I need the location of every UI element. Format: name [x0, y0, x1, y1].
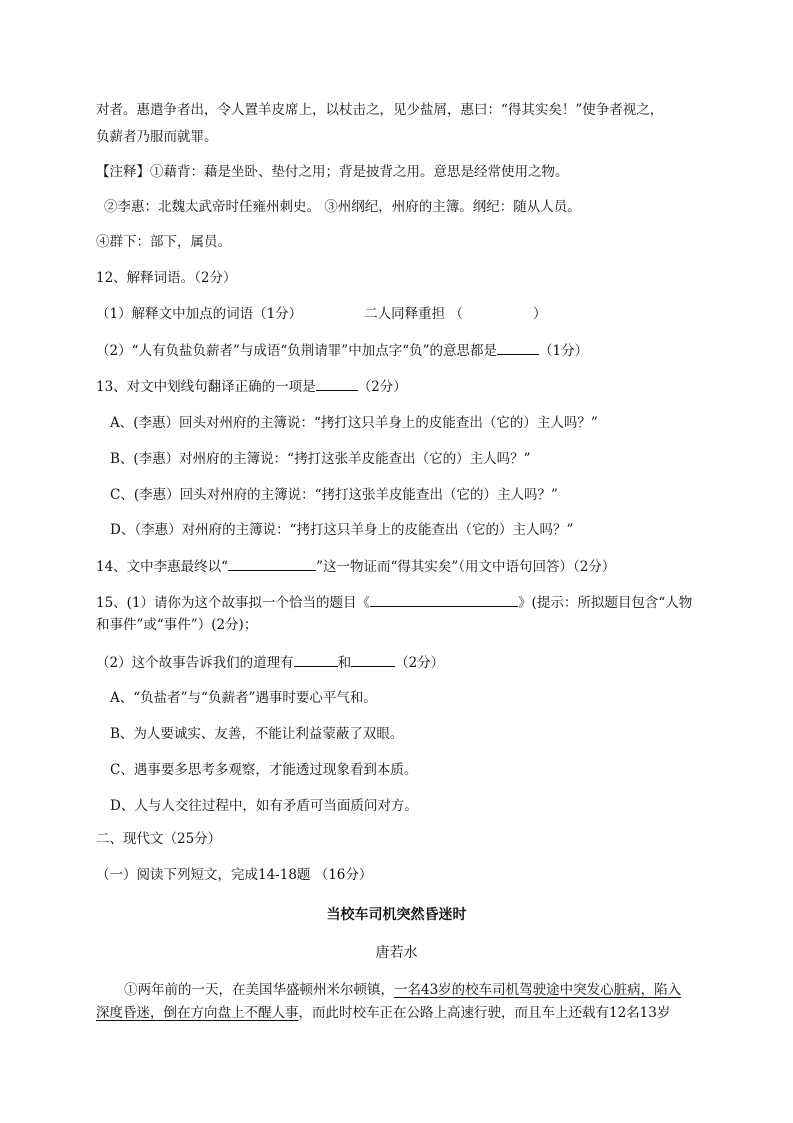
answer-blank[interactable]: [351, 653, 395, 667]
option-a: A、(李惠）回头对州府的主簿说：“拷打这只羊身上的皮能查出（它的）主人吗？”: [110, 415, 598, 431]
question-text: ）: [532, 306, 547, 322]
answer-blank[interactable]: [370, 593, 518, 607]
question-text: （2分）: [395, 655, 445, 671]
question-14: [96, 557, 615, 576]
question-15-1: [96, 593, 692, 612]
question-15-1-cont: 和事件”或“事件”）(2分)；: [96, 617, 258, 633]
answer-blank[interactable]: [316, 377, 358, 391]
option-a: A、“负盐者”与“负薪者”遇事时要心平气和。: [110, 690, 377, 706]
underlined-text: 一名43岁的校车司机驾驶途中突发心脏病，陷入: [394, 982, 682, 998]
underlined-text: 深度昏迷，倒在方向盘上不醒人事: [96, 1005, 299, 1021]
option-b: B、为人要诚实、友善，不能让利益蒙蔽了双眼。: [110, 726, 404, 742]
question-text: ”这一物证而“得其实矣”（用文中语句回答）（2分）: [316, 559, 616, 575]
article-author: 唐若水: [375, 945, 418, 961]
question-text: （2）“人有负盐负薪者”与成语“负荆请罪”中加点字“负”的意思都是: [96, 343, 497, 359]
option-b: B、(李惠）对州府的主簿说：“拷打这张羊皮能查出（它的）主人吗？”: [110, 451, 531, 467]
answer-blank[interactable]: [228, 557, 316, 571]
answer-blank[interactable]: [294, 653, 338, 667]
annotation-line: 【注释】①藉背：藉是坐卧、垫付之用；背是披背之用。意思是经常使用之物。: [96, 164, 569, 180]
option-d: D、（李惠）对州府的主簿说：“拷打这只羊身上的皮能查出（它的）主人吗？”: [110, 522, 574, 538]
option-c: C、(李惠）回头对州府的主簿说：“拷打这张羊皮能查出（它的）主人吗？”: [110, 487, 558, 503]
question-text: 15、(1）请你为这个故事拟一个恰当的题目《: [96, 595, 371, 611]
question-12-2: [96, 341, 588, 360]
question-text: 13、对文中划线句翻译正确的一项是: [96, 379, 316, 395]
question-text: （2分）: [357, 379, 407, 395]
question-text: （1）解释文中加点的词语（1分）: [96, 306, 303, 322]
body-text: ①两年前的一天，在美国华盛顿州米尔顿镇，: [124, 982, 394, 998]
subsection-heading: （一）阅读下列短文，完成14-18题 （16分）: [96, 867, 373, 883]
question-text: 》(提示：所拟题目包含“人物: [518, 595, 693, 611]
annotation-line: ④群下：部下，属员。: [96, 234, 231, 250]
passage-line: 对者。惠遣争者出，令人置羊皮席上，以杖击之，见少盐屑，惠曰：“得其实矣！”使争者视之，: [96, 102, 664, 118]
body-text: ，而此时校车正在公路上高速行驶，而且车上还载有12名13岁: [298, 1005, 671, 1021]
question-text: （1分）: [539, 343, 589, 359]
article-paragraph-line: [96, 1004, 670, 1022]
question-text: （2）这个故事告诉我们的道理有: [96, 655, 294, 671]
option-c: C、遇事要多思考多观察，才能透过现象看到本质。: [110, 762, 418, 778]
question-13: [96, 377, 407, 396]
option-d: D、人与人交往过程中，如有矛盾可当面质问对方。: [110, 798, 418, 814]
article-title: 当校车司机突然昏迷时: [326, 907, 467, 923]
annotation-line: ②李惠：北魏太武帝时任雍州刺史。 ③州纲纪，州府的主簿。纲纪：随从人员。: [104, 199, 581, 215]
answer-blank[interactable]: [497, 341, 539, 355]
question-12: 12、解释词语。（2分）: [96, 270, 237, 286]
question-text: 和: [337, 655, 352, 671]
section-heading: 二、现代文（25分）: [96, 831, 222, 847]
passage-line: 负薪者乃服而就罪。: [96, 129, 218, 145]
question-text: 二人同释重担 （: [364, 306, 463, 322]
question-15-2: [96, 653, 444, 672]
question-text: 14、文中李惠最终以“: [96, 559, 229, 575]
article-paragraph-line: [124, 981, 681, 999]
question-12-1: [96, 305, 546, 323]
